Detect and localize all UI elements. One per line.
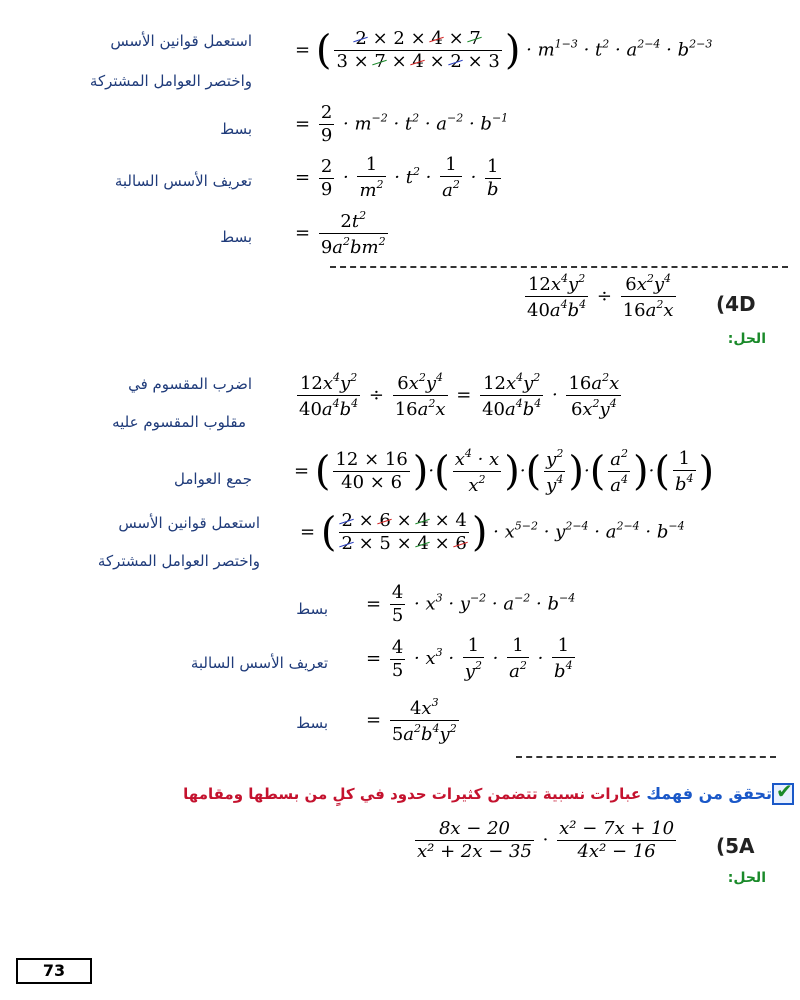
note-divisor-reciprocal: مقلوب المقسوم عليه [112,413,246,431]
math-step-group-factors: = ( $\frac{12 \times 16}{40 \times 6}$ )·( $\frac{x^4 \cdot x}{x^2}$ )·( $\frac{y^2}{y^4}$ )·( $\frac{a^2}{a^4}$ )·( $\frac{1}{b^4}$ ) [294,447,715,496]
check-understanding-heading [183,784,772,803]
math-step-exponent-laws-2: = ( $\frac{2 \times 6 \times 4 \times 4}{2 \times 5 \times 4 \times 6}$ ) · $x^{5-2} \cdot y^{2-4} \cdot a^{2-4} \cdot b^{-4}$ [300,509,685,556]
note-simplify-1: بسط [220,120,252,138]
example-5a-label: (5A [716,834,755,858]
page-number: 73 [16,958,92,984]
math-example-5a-problem: $\frac{8x - 20}{\text{x² + 2x − 35}}$ · $\frac{\text{x² − 7x + 10}}{\text{4x² − 16}}$ [417,818,675,862]
math-step-simplify-2: = $\frac{2t^2}{9a^2bm^2}$ [295,209,386,258]
note-use-exponent-laws: استعمل قوانين الأسس [110,32,252,50]
note-reduce-common-factors: واختصر العوامل المشتركة [89,72,252,90]
math-example-4d-problem: $\frac{12x^4y^2}{40a^4b^4}$ ÷ $\frac{6x^2y^4}{16a^2x}$ [527,272,674,321]
check-understanding-title: تحقق من فهمك [646,784,772,803]
example-4d-label: (4D [716,292,756,316]
math-step-simplify-4: = $\frac{4x^3}{5a^2b^4y^2}$ [366,696,457,745]
math-step-simplify-3: = $\frac{4}{5}$ · $x^3 \cdot y^{-2} \cdot a^{-2} \cdot b^{-4}$ [366,582,576,626]
example-5a-solution-label: الحل: [727,870,766,886]
math-step-reciprocal: $\frac{12x^4y^2}{40a^4b^4}$ ÷ $\frac{6x^2y^4}{16a^2x}$ = $\frac{12x^4y^2}{40a^4b^4}$ · $\frac{16a^2x}{6x^2y^4}$ [299,371,620,420]
note-simplify-2: بسط [220,228,252,246]
check-understanding-text: عبارات نسبية تتضمن كثيرات حدود في كلٍ من بسطها ومقامها [183,785,642,803]
math-step-exponent-laws-1: = ( $\frac{2 \times 2 \times 4 \times 7}{3 \times 7 \times 4 \times 2 \times 3}$ ) · $m^{1-3} \cdot t^2 \cdot a^{2-4} \cdot b^{2-3}$ [295,27,713,74]
math-step-negative-exponents-2: = $\frac{4}{5}$ · $x^3$ · $\frac{1}{y^2}$ · $\frac{1}{a^2}$ · $\frac{1}{b^4}$ [366,635,573,682]
note-simplify-4: بسط [296,714,328,732]
math-step-simplify-1: = $\frac{2}{9}$ · $m^{-2} \cdot t^2 \cdot a^{-2} \cdot b^{-1}$ [295,102,509,146]
note-group-factors: جمع العوامل [174,470,252,488]
note-negative-exponents-2: تعريف الأسس السالبة [190,654,328,672]
divider-1 [330,266,788,268]
note-multiply-by-reciprocal: اضرب المقسوم في [128,375,252,393]
example-4d-solution-label: الحل: [727,331,766,347]
note-reduce-common-factors-2: واختصر العوامل المشتركة [97,552,260,570]
math-step-negative-exponents-1: = $\frac{2}{9}$ · $\frac{1}{m^2}$ · $t^2$ · $\frac{1}{a^2}$ · $\frac{1}{b}$ [295,154,499,201]
note-simplify-3: بسط [296,600,328,618]
divider-2 [516,756,776,758]
note-use-exponent-laws-2: استعمل قوانين الأسس [118,514,260,532]
checkmark-icon [772,783,794,805]
note-negative-exponents-1: تعريف الأسس السالبة [114,172,252,190]
